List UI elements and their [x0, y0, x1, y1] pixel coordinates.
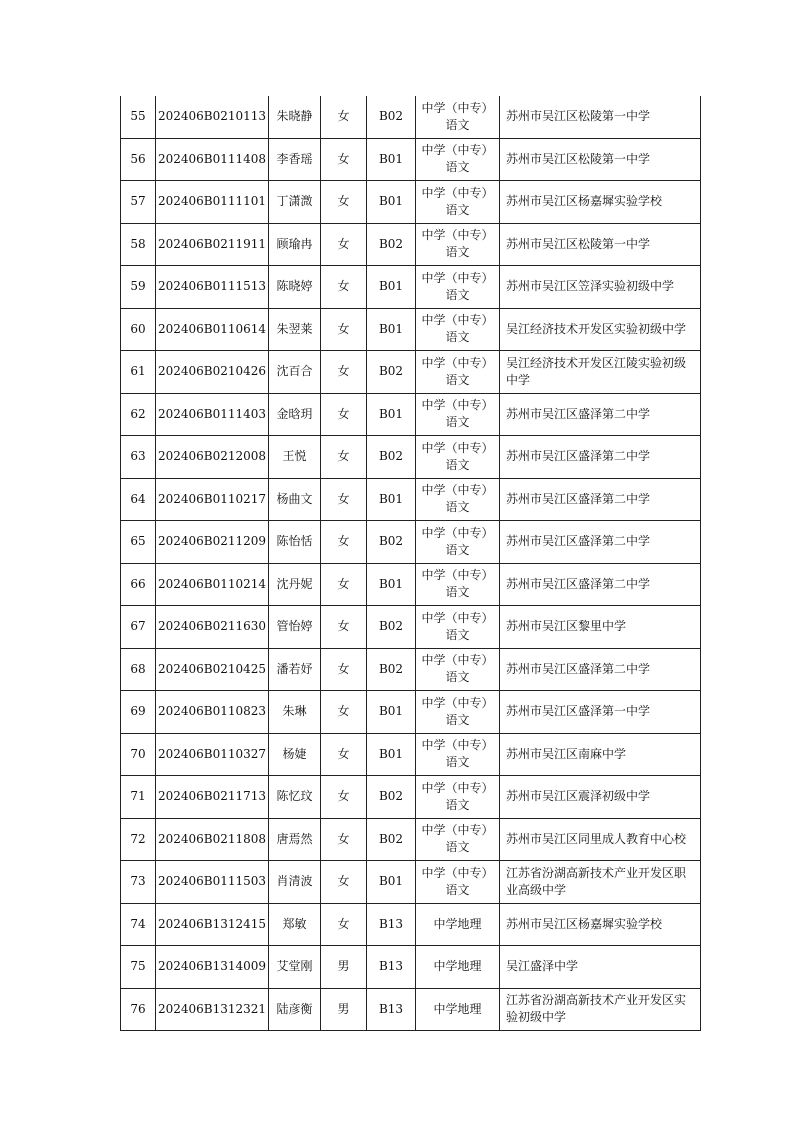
- candidate-id-cell: 202406B0111403: [156, 393, 269, 436]
- subject-cell: [416, 96, 500, 138]
- school-name-cell: 苏州市吴江区松陵第一中学: [500, 96, 701, 138]
- subject-line: 中学（中专）: [421, 568, 494, 583]
- school-name-cell: 苏州市吴江区南麻中学: [500, 733, 701, 776]
- candidate-id-cell: 202406B0212008: [156, 436, 269, 479]
- roster-table: [120, 96, 701, 1031]
- candidate-gender-cell: 女: [321, 308, 367, 351]
- row-number-cell: 63: [121, 436, 156, 479]
- subject-line: 中学（中专）: [421, 185, 494, 200]
- candidate-name-cell: 朱晓静: [269, 96, 321, 138]
- position-code-cell: B13: [367, 988, 416, 1031]
- row-number-cell: 69: [121, 691, 156, 734]
- subject-line: 中学（中专）: [421, 313, 494, 328]
- candidate-name-cell: 唐焉然: [269, 818, 321, 861]
- candidate-id-cell: 202406B0110327: [156, 733, 269, 776]
- subject-cell: [416, 988, 500, 1031]
- candidate-name-cell: 陆彦衡: [269, 988, 321, 1031]
- candidate-id-cell: 202406B0211713: [156, 776, 269, 819]
- subject-cell: [416, 776, 500, 819]
- subject-line: 语文: [445, 330, 470, 345]
- position-code-cell: B01: [367, 138, 416, 181]
- subject-line: 语文: [445, 840, 470, 855]
- candidate-name-cell: 朱琳: [269, 691, 321, 734]
- candidate-gender-cell: 女: [321, 606, 367, 649]
- subject-line: 中学（中专）: [421, 270, 494, 285]
- subject-line: 中学（中专）: [421, 440, 494, 455]
- subject-line: 语文: [445, 712, 470, 727]
- subject-line: 语文: [445, 585, 470, 600]
- position-code-cell: B02: [367, 351, 416, 394]
- row-number-cell: 67: [121, 606, 156, 649]
- subject-line: 语文: [445, 372, 470, 387]
- candidate-id-cell: 202406B1312415: [156, 903, 269, 946]
- candidate-gender-cell: 女: [321, 521, 367, 564]
- position-code-cell: B13: [367, 946, 416, 989]
- school-name-cell: 苏州市吴江区盛泽第一中学: [500, 691, 701, 734]
- table-row: [121, 521, 701, 564]
- subject-line: 语文: [445, 882, 470, 897]
- position-code-cell: B01: [367, 308, 416, 351]
- school-name-cell: 苏州市吴江区黎里中学: [500, 606, 701, 649]
- position-code-cell: B01: [367, 181, 416, 224]
- candidate-gender-cell: 女: [321, 691, 367, 734]
- school-name-cell: 苏州市吴江区杨嘉墀实验学校: [500, 181, 701, 224]
- subject-line: 中学（中专）: [421, 228, 494, 243]
- school-name-cell: 苏州市吴江区盛泽第二中学: [500, 648, 701, 691]
- table-row: [121, 861, 701, 904]
- subject-line: 中学（中专）: [421, 653, 494, 668]
- school-name-cell: 苏州市吴江区盛泽第二中学: [500, 563, 701, 606]
- candidate-gender-cell: 女: [321, 266, 367, 309]
- position-code-cell: B02: [367, 606, 416, 649]
- subject-cell: [416, 861, 500, 904]
- position-code-cell: B02: [367, 436, 416, 479]
- candidate-gender-cell: 女: [321, 223, 367, 266]
- row-number-cell: 74: [121, 903, 156, 946]
- subject-line: 中学（中专）: [421, 483, 494, 498]
- subject-line: 语文: [445, 670, 470, 685]
- position-code-cell: B01: [367, 266, 416, 309]
- school-name-cell: 吴江盛泽中学: [500, 946, 701, 989]
- candidate-gender-cell: 女: [321, 818, 367, 861]
- position-code-cell: B01: [367, 733, 416, 776]
- subject-cell: [416, 478, 500, 521]
- candidate-gender-cell: 男: [321, 988, 367, 1031]
- row-number-cell: 70: [121, 733, 156, 776]
- table-row: [121, 988, 701, 1031]
- row-number-cell: 65: [121, 521, 156, 564]
- table-row: [121, 351, 701, 394]
- subject-cell: [416, 138, 500, 181]
- candidate-gender-cell: 女: [321, 478, 367, 521]
- row-number-cell: 71: [121, 776, 156, 819]
- position-code-cell: B02: [367, 521, 416, 564]
- candidate-id-cell: 202406B0211808: [156, 818, 269, 861]
- position-code-cell: B01: [367, 393, 416, 436]
- candidate-name-cell: 沈丹妮: [269, 563, 321, 606]
- position-code-cell: B02: [367, 818, 416, 861]
- subject-line: 语文: [445, 457, 470, 472]
- candidate-gender-cell: 女: [321, 436, 367, 479]
- school-name-cell: 苏州市吴江区松陵第一中学: [500, 223, 701, 266]
- school-name-cell: 江苏省汾湖高新技术产业开发区实验初级中学: [500, 988, 701, 1031]
- candidate-name-cell: 肖清波: [269, 861, 321, 904]
- candidate-gender-cell: 女: [321, 393, 367, 436]
- subject-cell: [416, 946, 500, 989]
- table-row: [121, 223, 701, 266]
- candidate-gender-cell: 女: [321, 733, 367, 776]
- table-row: [121, 691, 701, 734]
- position-code-cell: B01: [367, 478, 416, 521]
- school-name-cell: 苏州市吴江区笠泽实验初级中学: [500, 266, 701, 309]
- subject-cell: [416, 266, 500, 309]
- table-row: [121, 393, 701, 436]
- candidate-name-cell: 陈怡恬: [269, 521, 321, 564]
- subject-cell: [416, 563, 500, 606]
- position-code-cell: B01: [367, 563, 416, 606]
- candidate-id-cell: 202406B0111513: [156, 266, 269, 309]
- candidate-id-cell: 202406B0111503: [156, 861, 269, 904]
- row-number-cell: 73: [121, 861, 156, 904]
- subject-cell: [416, 351, 500, 394]
- subject-line: 中学（中专）: [421, 355, 494, 370]
- subject-cell: [416, 181, 500, 224]
- subject-line: 语文: [445, 755, 470, 770]
- subject-line: 语文: [445, 202, 470, 217]
- subject-line: 中学（中专）: [421, 738, 494, 753]
- table-row: [121, 818, 701, 861]
- candidate-name-cell: 管怡婷: [269, 606, 321, 649]
- candidate-gender-cell: 女: [321, 563, 367, 606]
- subject-line: 中学（中专）: [421, 780, 494, 795]
- table-row: [121, 96, 701, 138]
- school-name-cell: 苏州市吴江区松陵第一中学: [500, 138, 701, 181]
- position-code-cell: B02: [367, 648, 416, 691]
- row-number-cell: 56: [121, 138, 156, 181]
- candidate-id-cell: 202406B0211911: [156, 223, 269, 266]
- row-number-cell: 57: [121, 181, 156, 224]
- table-row: [121, 138, 701, 181]
- candidate-name-cell: 郑敏: [269, 903, 321, 946]
- candidate-name-cell: 王悦: [269, 436, 321, 479]
- subject-cell: [416, 521, 500, 564]
- subject-cell: [416, 733, 500, 776]
- subject-line: 语文: [445, 245, 470, 260]
- subject-line: 中学（中专）: [421, 823, 494, 838]
- position-code-cell: B02: [367, 223, 416, 266]
- table-row: [121, 478, 701, 521]
- candidate-name-cell: 朱翌莱: [269, 308, 321, 351]
- candidate-name-cell: 金晗玥: [269, 393, 321, 436]
- table-row: [121, 266, 701, 309]
- table-row: [121, 436, 701, 479]
- table-row: [121, 648, 701, 691]
- position-code-cell: B01: [367, 861, 416, 904]
- row-number-cell: 58: [121, 223, 156, 266]
- subject-line: 语文: [445, 542, 470, 557]
- school-name-cell: 苏州市吴江区震泽初级中学: [500, 776, 701, 819]
- subject-line: 中学地理: [433, 1001, 482, 1016]
- subject-line: 语文: [445, 160, 470, 175]
- subject-line: 语文: [445, 797, 470, 812]
- candidate-gender-cell: 女: [321, 351, 367, 394]
- candidate-id-cell: 202406B0110214: [156, 563, 269, 606]
- subject-cell: [416, 223, 500, 266]
- subject-line: 语文: [445, 415, 470, 430]
- school-name-cell: 苏州市吴江区盛泽第二中学: [500, 521, 701, 564]
- candidate-id-cell: 202406B0210426: [156, 351, 269, 394]
- table-row: [121, 181, 701, 224]
- school-name-cell: 苏州市吴江区盛泽第二中学: [500, 436, 701, 479]
- candidate-gender-cell: 女: [321, 648, 367, 691]
- position-code-cell: B13: [367, 903, 416, 946]
- row-number-cell: 75: [121, 946, 156, 989]
- candidate-name-cell: 丁潇溦: [269, 181, 321, 224]
- candidate-name-cell: 陈晓婷: [269, 266, 321, 309]
- school-name-cell: 苏州市吴江区杨嘉墀实验学校: [500, 903, 701, 946]
- candidate-name-cell: 杨婕: [269, 733, 321, 776]
- subject-line: 中学地理: [433, 916, 482, 931]
- subject-line: 语文: [445, 117, 470, 132]
- candidate-name-cell: 艾堂刚: [269, 946, 321, 989]
- subject-line: 语文: [445, 627, 470, 642]
- candidate-id-cell: 202406B1312321: [156, 988, 269, 1031]
- candidate-name-cell: 陈忆玟: [269, 776, 321, 819]
- subject-line: 中学（中专）: [421, 143, 494, 158]
- row-number-cell: 61: [121, 351, 156, 394]
- candidate-name-cell: 沈百合: [269, 351, 321, 394]
- subject-line: 语文: [445, 287, 470, 302]
- candidate-id-cell: 202406B0211209: [156, 521, 269, 564]
- row-number-cell: 60: [121, 308, 156, 351]
- candidate-id-cell: 202406B0111408: [156, 138, 269, 181]
- table-row: [121, 903, 701, 946]
- table-row: [121, 946, 701, 989]
- school-name-cell: 苏州市吴江区盛泽第二中学: [500, 478, 701, 521]
- candidate-id-cell: 202406B0211630: [156, 606, 269, 649]
- table-row: [121, 606, 701, 649]
- subject-cell: [416, 691, 500, 734]
- roster-body: [121, 96, 701, 1031]
- candidate-gender-cell: 女: [321, 96, 367, 138]
- table-row: [121, 733, 701, 776]
- candidate-name-cell: 杨曲文: [269, 478, 321, 521]
- candidate-gender-cell: 女: [321, 861, 367, 904]
- subject-line: 中学（中专）: [421, 695, 494, 710]
- school-name-cell: 江苏省汾湖高新技术产业开发区职业高级中学: [500, 861, 701, 904]
- row-number-cell: 55: [121, 96, 156, 138]
- subject-cell: [416, 308, 500, 351]
- subject-line: 中学（中专）: [421, 610, 494, 625]
- subject-line: 中学（中专）: [421, 865, 494, 880]
- candidate-id-cell: 202406B0111101: [156, 181, 269, 224]
- candidate-id-cell: 202406B0110217: [156, 478, 269, 521]
- subject-line: 中学（中专）: [421, 398, 494, 413]
- row-number-cell: 76: [121, 988, 156, 1031]
- position-code-cell: B02: [367, 96, 416, 138]
- subject-line: 中学（中专）: [421, 525, 494, 540]
- subject-line: 语文: [445, 500, 470, 515]
- position-code-cell: B01: [367, 691, 416, 734]
- candidate-id-cell: 202406B0210113: [156, 96, 269, 138]
- candidate-id-cell: 202406B0210425: [156, 648, 269, 691]
- subject-cell: [416, 648, 500, 691]
- subject-line: 中学（中专）: [421, 100, 494, 115]
- row-number-cell: 68: [121, 648, 156, 691]
- subject-cell: [416, 436, 500, 479]
- row-number-cell: 64: [121, 478, 156, 521]
- subject-cell: [416, 818, 500, 861]
- school-name-cell: 苏州市吴江区盛泽第二中学: [500, 393, 701, 436]
- subject-line: 中学地理: [433, 959, 482, 974]
- row-number-cell: 59: [121, 266, 156, 309]
- row-number-cell: 66: [121, 563, 156, 606]
- candidate-name-cell: 顾瑜冉: [269, 223, 321, 266]
- candidate-id-cell: 202406B1314009: [156, 946, 269, 989]
- candidate-id-cell: 202406B0110823: [156, 691, 269, 734]
- row-number-cell: 72: [121, 818, 156, 861]
- position-code-cell: B02: [367, 776, 416, 819]
- candidate-gender-cell: 女: [321, 181, 367, 224]
- table-row: [121, 308, 701, 351]
- table-row: [121, 776, 701, 819]
- school-name-cell: 吴江经济技术开发区实验初级中学: [500, 308, 701, 351]
- candidate-id-cell: 202406B0110614: [156, 308, 269, 351]
- candidate-name-cell: 潘若妤: [269, 648, 321, 691]
- subject-cell: [416, 606, 500, 649]
- candidate-gender-cell: 女: [321, 138, 367, 181]
- subject-cell: [416, 393, 500, 436]
- school-name-cell: 吴江经济技术开发区江陵实验初级中学: [500, 351, 701, 394]
- candidate-gender-cell: 女: [321, 776, 367, 819]
- candidate-gender-cell: 男: [321, 946, 367, 989]
- subject-cell: [416, 903, 500, 946]
- candidate-gender-cell: 女: [321, 903, 367, 946]
- school-name-cell: 苏州市吴江区同里成人教育中心校: [500, 818, 701, 861]
- row-number-cell: 62: [121, 393, 156, 436]
- candidate-name-cell: 李香瑶: [269, 138, 321, 181]
- table-row: [121, 563, 701, 606]
